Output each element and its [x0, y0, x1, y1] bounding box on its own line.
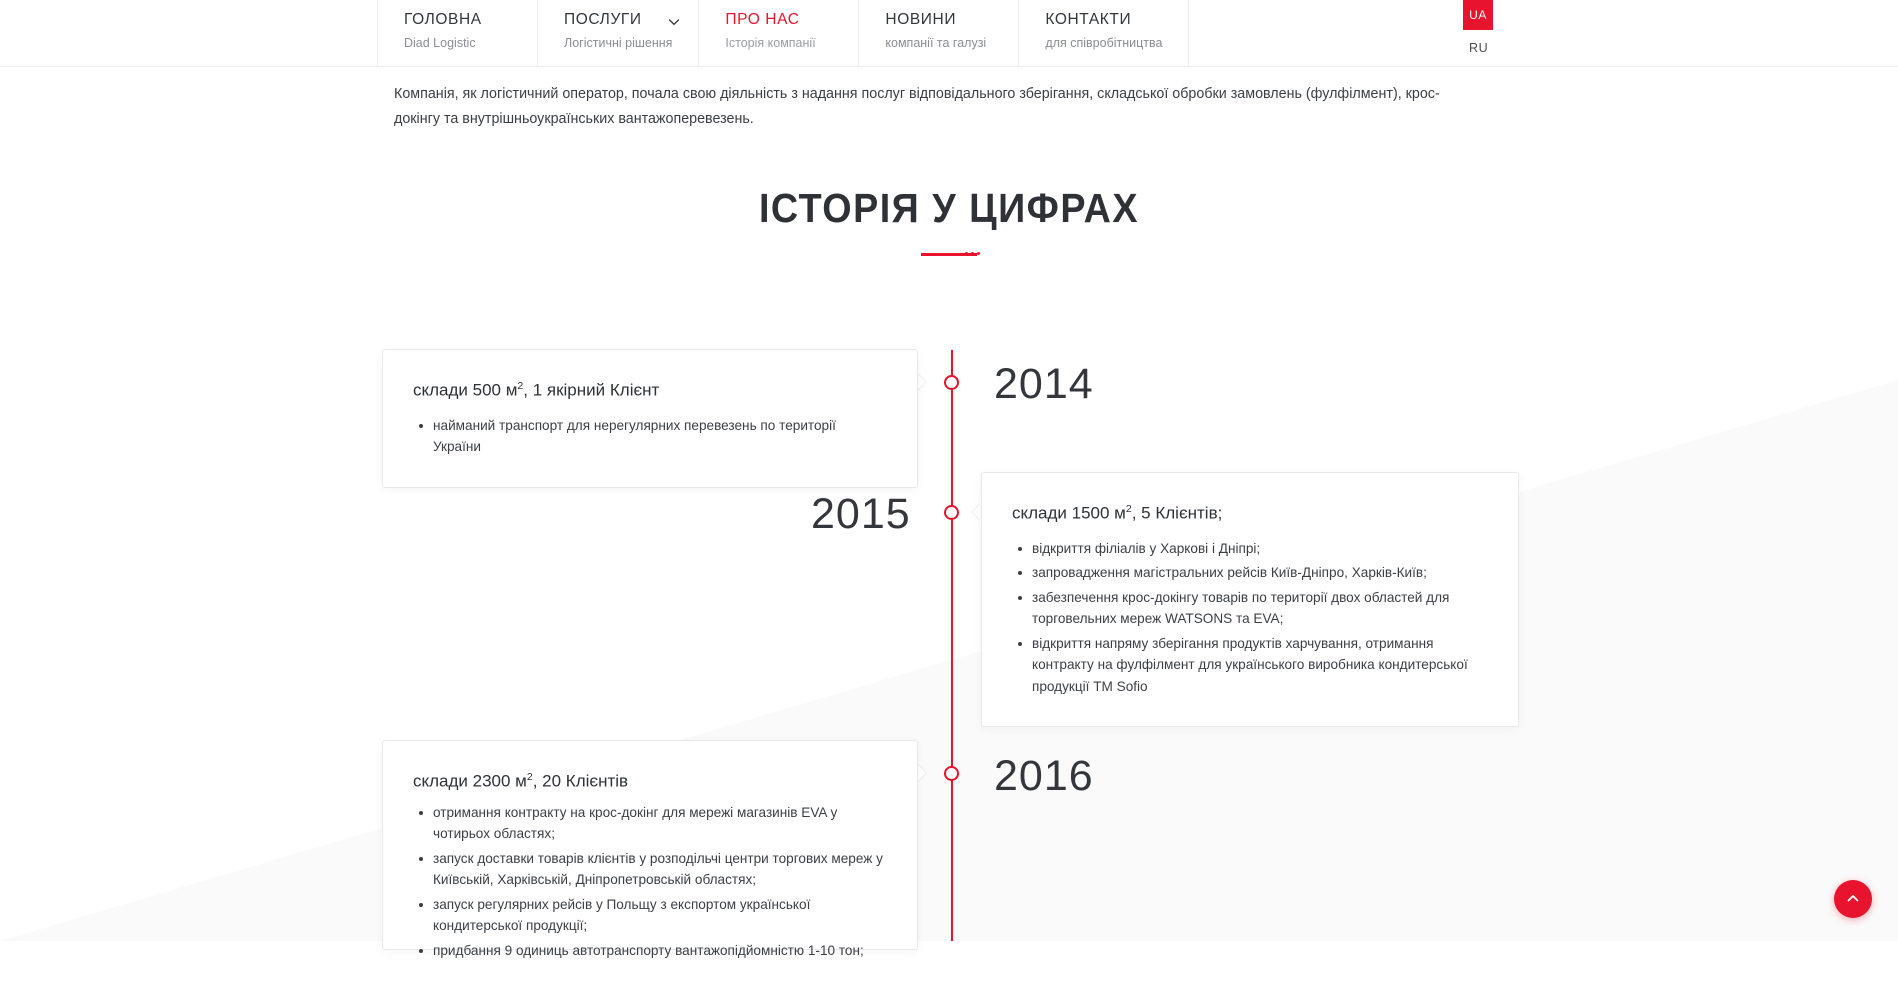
timeline-node-2016 — [944, 766, 959, 781]
list-item: запровадження магістральних рейсів Київ-Дніпро, Харків-Київ; — [1032, 562, 1488, 584]
timeline-card-2016-title — [383, 741, 917, 794]
nav-item-news-subtitle: компанії та галузі — [885, 36, 987, 50]
list-item: запуск доставки товарів клієнтів у розподільчі центри торгових мереж у Київській, Харківській, Дніпропетровській областях; — [433, 848, 887, 891]
timeline-card-2015-title-pre: склади 1500 м — [1012, 503, 1126, 523]
timeline-card-2014-bullets — [383, 415, 917, 487]
timeline-year-2016: 2016 — [994, 752, 1094, 800]
page-title: ІСТОРІЯ У ЦИФРАХ — [758, 185, 1140, 231]
intro-paragraph: Компанія, як логістичний оператор, почала свою діяльність з надання послуг відповідального зберігання, складської обробки замовлень (фулфілмент), крос-докінгу та внутрішньоукраїнських вантажоперевезень. — [394, 86, 1440, 127]
list-item: відкриття напряму зберігання продуктів харчування, отримання контракту на фулфілмент для українського виробника кондитерської продукції ТМ Sofio — [1032, 633, 1488, 698]
nav-item-about-title: ПРО НАС — [725, 11, 800, 28]
nav-item-services-subtitle: Логістичні рішення — [564, 36, 673, 50]
timeline-card-2016 — [382, 740, 918, 958]
language-switch-ru[interactable]: RU — [1469, 41, 1489, 55]
scroll-to-top-button[interactable] — [1834, 880, 1872, 918]
list-item: забезпечення крос-докінгу товарів по території двох областей для торговельних мереж WATSONS та EVA; — [1032, 587, 1488, 630]
timeline-card-2016-title-sup: 2 — [526, 771, 533, 783]
nav-item-home-title: ГОЛОВНА — [404, 11, 482, 28]
timeline-year-2014: 2014 — [994, 360, 1094, 408]
list-item: запуск регулярних рейсів у Польщу з експортом української кондитерської продукції; — [433, 894, 887, 937]
timeline-card-2015-title — [982, 473, 1518, 526]
list-item: відкриття філіалів у Харкові і Дніпрі; — [1032, 538, 1488, 560]
timeline-node-2015 — [944, 505, 959, 520]
timeline-card-2014 — [382, 349, 918, 488]
nav-item-contacts-title: КОНТАКТИ — [1045, 11, 1132, 28]
timeline-year-2015: 2015 — [811, 490, 911, 538]
language-current-ua[interactable]: UA — [1463, 0, 1493, 30]
nav-item-contacts-subtitle: для співробітництва — [1045, 36, 1163, 50]
timeline-node-2014 — [944, 375, 959, 390]
list-item: найманий транспорт для нерегулярних перевезень по території України — [433, 415, 887, 458]
top-navigation-bar — [0, 0, 1898, 67]
nav-item-about-subtitle: Історія компанії — [725, 36, 816, 50]
nav-item-home[interactable] — [377, 0, 537, 66]
timeline-card-2015-title-post: , 5 Клієнтів; — [1131, 503, 1223, 523]
timeline-card-2016-title-post: , 20 Клієнтів — [532, 771, 629, 791]
main-nav — [377, 0, 1189, 66]
timeline-pointer-2014 — [917, 373, 926, 391]
list-item: придбання 9 одиниць автотранспорту вантажопідйомністю 1-10 тон; — [433, 940, 887, 962]
list-item: отримання контракту на крос-докінг для мережі магазинів EVA у чотирьох областях; — [433, 802, 887, 845]
timeline-card-2015-bullets — [982, 538, 1518, 727]
nav-item-news[interactable] — [858, 0, 1018, 66]
nav-item-about[interactable] — [698, 0, 858, 66]
timeline-card-2014-title-sup: 2 — [517, 380, 524, 392]
timeline-card-2016-bullets — [383, 802, 917, 990]
nav-item-news-title: НОВИНИ — [885, 11, 957, 28]
timeline-card-2016-title-pre: склади 2300 м — [413, 771, 527, 791]
timeline-axis — [951, 350, 953, 941]
chevron-down-icon[interactable] — [668, 16, 680, 28]
timeline-card-2014-title-pre: склади 500 м — [413, 380, 518, 400]
timeline-card-2014-title — [383, 350, 917, 403]
title-dots — [965, 252, 980, 255]
nav-item-services[interactable] — [537, 0, 698, 66]
nav-item-home-subtitle: Diad Logistic — [404, 36, 476, 50]
timeline-card-2015 — [981, 472, 1519, 727]
timeline-pointer-2015 — [972, 503, 981, 521]
timeline-pointer-2016 — [917, 764, 926, 782]
nav-item-services-title: ПОСЛУГИ — [564, 11, 642, 28]
timeline-card-2015-title-sup: 2 — [1125, 503, 1132, 515]
timeline-card-2014-title-post: , 1 якірний Клієнт — [523, 380, 660, 400]
nav-item-contacts[interactable] — [1018, 0, 1189, 66]
arrow-up-icon — [1845, 891, 1861, 907]
